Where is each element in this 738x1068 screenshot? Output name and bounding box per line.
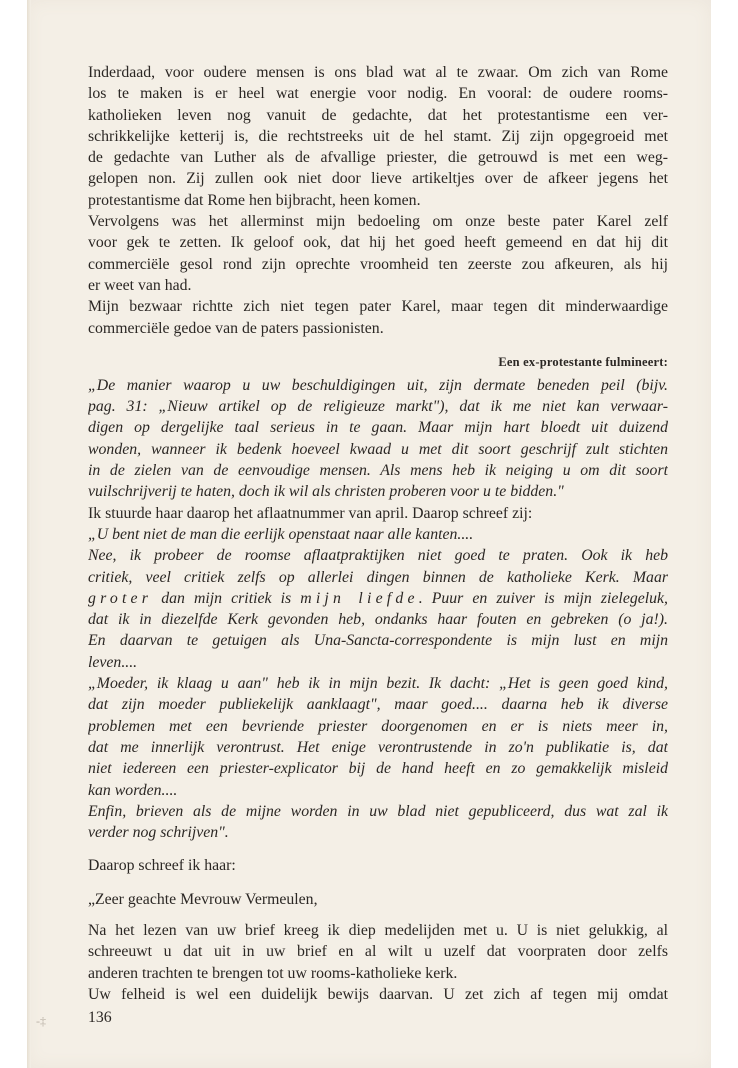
- text-line: anderen trachten te brengen tot uw rooms-katholieke kerk.: [88, 964, 458, 982]
- text-line: pag. 31: „Nieuw artikel op de religieuze markt"), dat ik me niet kan verwaar-: [88, 398, 668, 416]
- text-line-spaced: [88, 588, 668, 609]
- text-line: critiek, veel critiek zelfs op allerlei dingen binnen de katholieke Kerk. Maar: [88, 568, 668, 586]
- paragraph-5: [88, 855, 668, 876]
- text-line: En daarvan te getuigen als Una-Sancta-correspondente is mijn lust en mijn: [88, 632, 668, 650]
- spacer: [88, 877, 668, 889]
- text-line: los te maken is er heel wat energie voor nodig. En vooral: de oudere rooms-: [88, 85, 668, 103]
- emphasis-groter: groter: [88, 589, 153, 607]
- paragraph-8: [88, 984, 668, 1005]
- paragraph-3: [88, 296, 668, 339]
- text-line: Ik stuurde haar daarop het aflaatnummer van april. Daarop schreef zij:: [88, 504, 533, 522]
- margin-mark: -‡: [36, 1014, 46, 1028]
- quote-1: [88, 375, 668, 503]
- text-line: leven....: [88, 653, 138, 671]
- text-line: „Zeer geachte Mevrouw Vermeulen,: [88, 890, 318, 908]
- text-line: commerciële gesol rond zijn oprechte vroomheid ten zeerste zou afkeuren, als hij: [88, 255, 668, 273]
- spacer: [88, 843, 668, 855]
- text-line: „Moeder, ik klaag u aan" heb ik in mijn bezit. Ik dacht: „Het is geen goed kind,: [88, 675, 668, 693]
- text-line: katholieken leven nog vanuit de gedachte, dat het protestantisme een ver-: [88, 106, 668, 124]
- text-line: wonden, wanneer ik bedenk hoeveel kwaad u met dit soort geschrijf zult stichten: [88, 440, 668, 458]
- text-line: Vervolgens was het allerminst mijn bedoeling om onze beste pater Karel zelf: [88, 213, 668, 231]
- text-line: protestantisme dat Rome hen bijbracht, heen komen.: [88, 191, 421, 209]
- paragraph-4: [88, 503, 668, 524]
- quote-5: [88, 801, 668, 844]
- text-line: dat zijn moeder publiekelijk aanklaagt", maar goed.... daarna heb ik diverse: [88, 696, 668, 714]
- text-line: in de zielen van de eenvoudige mensen. Als mens heb ik neiging u om dit soort: [88, 462, 668, 480]
- emphasis-mijn-liefde: mijn liefde: [300, 589, 419, 607]
- text-line: problemen met een bevriende priester doorgenomen en er is niets meer in,: [88, 717, 668, 735]
- text-line: dat ik in diezelfde Kerk gevonden heb, ondanks haar fouten en gebreken (o ja!).: [88, 611, 668, 629]
- text-line: verder nog schrijven".: [88, 824, 229, 842]
- text-line: Nee, ik probeer de roomse aflaatpraktijken niet goed te praten. Ook ik heb: [88, 547, 668, 565]
- text-line: Enfin, brieven als de mijne worden in uw blad niet gepubliceerd, dus wat zal ik: [88, 802, 668, 820]
- text-line: de gedachte van Luther als de afvallige priester, die getrouwd is met een weg-: [88, 149, 668, 167]
- text-line: dat me innerlijk verontrust. Het enige verontrustende in zo'n publikatie is, dat: [88, 738, 668, 756]
- text-fragment: dan mijn critiek is: [152, 589, 301, 607]
- text-line: „U bent niet de man die eerlijk openstaat naar alle kanten....: [88, 525, 474, 543]
- spacer: [88, 910, 668, 920]
- text-line: er weet van had.: [88, 276, 192, 294]
- text-line: gelopen non. Zij zullen ook niet door lieve artikeltjes over de afkeer jegens het: [88, 170, 668, 188]
- page-number: 136: [88, 1009, 112, 1027]
- paragraph-7: [88, 920, 668, 984]
- quote-2: [88, 524, 668, 545]
- text-line: Inderdaad, voor oudere mensen is ons blad wat al te zwaar. Om zich van Rome: [88, 64, 668, 81]
- text-line: schreeuwt u dat uit in uw brief en al wilt u uzelf dat voorpraten door zelfs: [88, 943, 668, 961]
- page-edge: [27, 0, 31, 1068]
- text-fragment: . Puur en zuiver is mijn zielegeluk,: [418, 589, 668, 607]
- text-line: Na het lezen van uw brief kreeg ik diep medelijden met u. U is niet gelukkig, al: [88, 921, 668, 939]
- text-line: „De manier waarop u uw beschuldigingen uit, zijn dermate beneden peil (bijv.: [88, 376, 668, 394]
- text-line: schrikkelijke ketterij is, die rechtstreeks uit de hel stamt. Zij zijn opgegroeid met: [88, 127, 668, 145]
- text-line: Uw felheid is wel een duidelijk bewijs daarvan. U zet zich af tegen mij omdat: [88, 985, 668, 1003]
- text-line: Mijn bezwaar richtte zich niet tegen pater Karel, maar tegen dit minderwaardige: [88, 298, 668, 316]
- letter-salutation: [88, 889, 668, 910]
- quote-4: [88, 673, 668, 801]
- quote-3: [88, 545, 668, 673]
- text-line: kan worden....: [88, 781, 178, 799]
- text-line: vuilschrijverij te haten, doch ik wil als christen proberen voor u te bidden.": [88, 483, 564, 501]
- text-line: niet iedereen een priester-explicator bij de hand heeft en zo gemakkelijk misleid: [88, 760, 668, 778]
- text-line: commerciële gedoe van de paters passionisten.: [88, 319, 384, 337]
- section-heading: Een ex-protestante fulmineert:: [498, 354, 668, 369]
- paragraph-1: [88, 62, 668, 211]
- text-line: digen op dergelijke taal serieus in te gaan. Maar mijn hart bloedt uit duizend: [88, 419, 668, 437]
- page-text: [88, 62, 668, 1028]
- text-line: voor gek te zetten. Ik geloof ook, dat hij het goed heeft gemeend en dat hij dit: [88, 234, 668, 252]
- text-line: Daarop schreef ik haar:: [88, 857, 236, 875]
- paragraph-2: [88, 211, 668, 296]
